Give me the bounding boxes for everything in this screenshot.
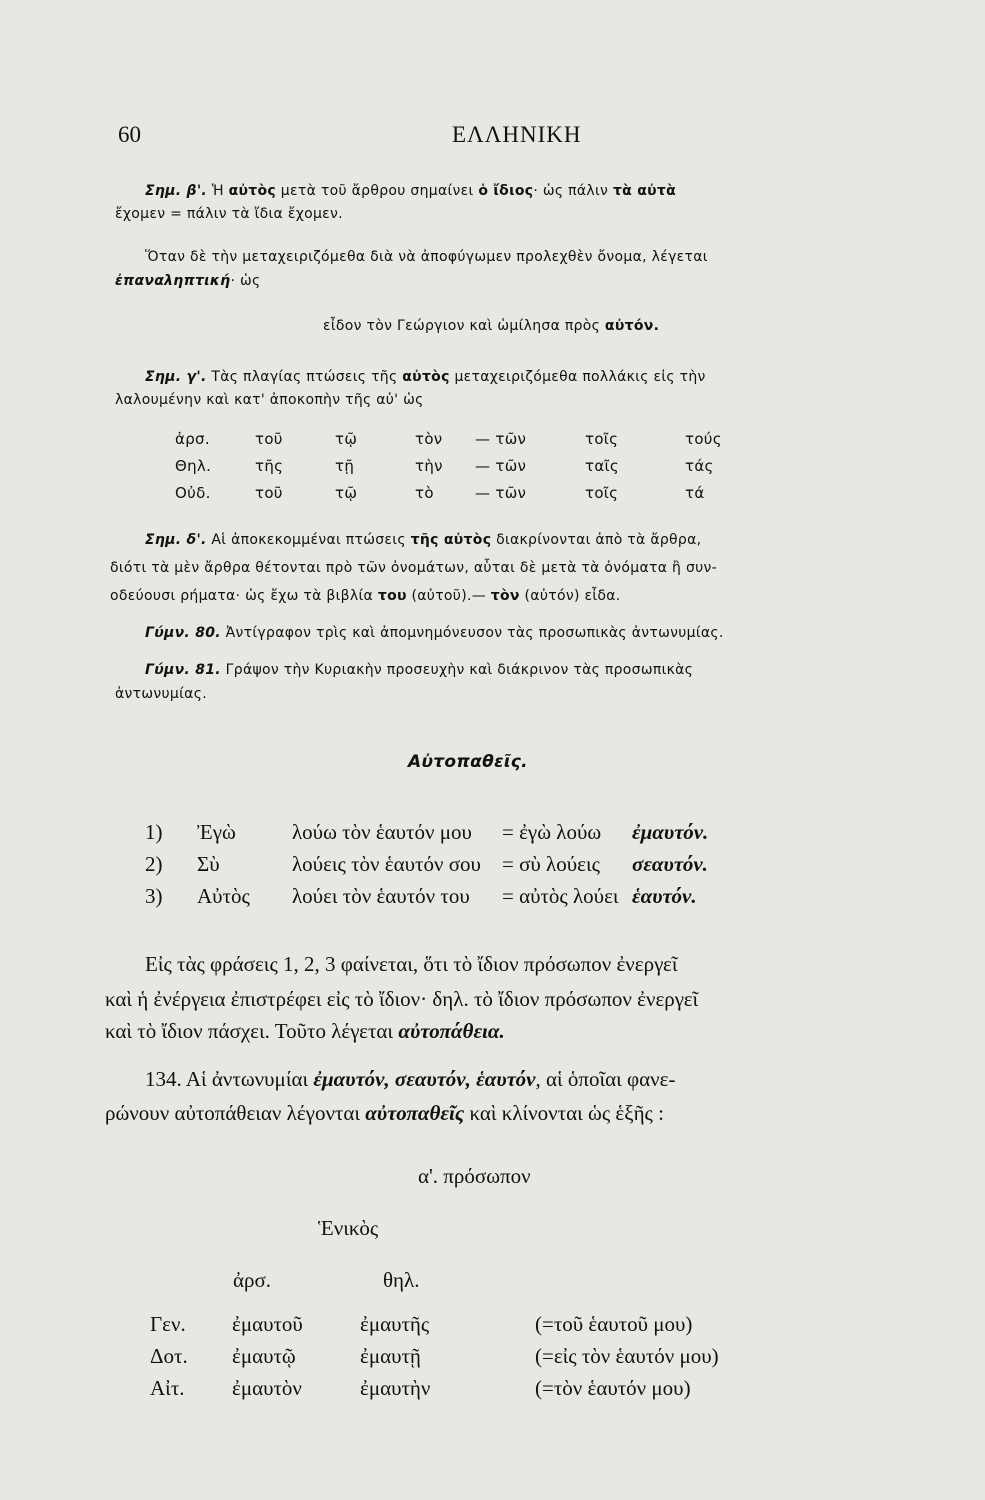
person-heading: α'. πρόσωπον xyxy=(418,1164,531,1188)
example-row xyxy=(145,884,782,916)
text-bold: ἐμαυτόν, σεαυτόν, ἑαυτόν xyxy=(313,1067,536,1091)
example-pron: σεαυτόν. xyxy=(632,852,708,876)
table-row xyxy=(175,484,765,511)
note-d xyxy=(145,532,701,548)
example-num: 1) xyxy=(145,820,163,844)
exercise-81-line2: ἀντωνυμίας. xyxy=(115,686,207,702)
note-c-line2: λαλουμένην καὶ κατ' ἀποκοπὴν τῆς αὐ' ὡς xyxy=(115,392,424,408)
example-subj: Σὺ xyxy=(197,852,220,876)
table-cell: — τῶν xyxy=(475,430,527,448)
note-b xyxy=(115,183,895,199)
text-bold: αὐτόν. xyxy=(604,318,660,334)
text: · ὡς xyxy=(230,273,261,289)
note-c xyxy=(145,369,706,385)
paragraph-134-line2 xyxy=(105,1101,664,1126)
table-cell: τῇ xyxy=(335,457,355,475)
text: μετὰ τοῦ ἄρθρου σημαίνει xyxy=(280,183,474,199)
note-label: Σημ. δ'. xyxy=(145,532,207,548)
text-bold: τὸν xyxy=(490,588,520,604)
declension-masc: ἐμαυτοῦ xyxy=(232,1312,303,1336)
text: (αὐτόν) εἶδα. xyxy=(524,588,621,604)
declension-fem: ἐμαυτῇ xyxy=(360,1344,421,1368)
text: 134. Αἱ ἀντωνυμίαι xyxy=(145,1067,309,1091)
declension-row xyxy=(150,1376,795,1408)
declension-gloss: (=τὸν ἑαυτόν μου) xyxy=(535,1376,691,1400)
text: Τὰς πλαγίας πτώσεις τῆς xyxy=(211,369,398,385)
declension-table xyxy=(150,1312,795,1408)
text-bold: ἐπαναληπτική xyxy=(115,273,231,289)
text: ρώνουν αὐτοπάθειαν λέγονται xyxy=(105,1101,361,1125)
example-eq: = ἐγὼ λούω xyxy=(502,820,602,844)
section-title: Αὐτοπαθεῖς. xyxy=(408,752,528,772)
declension-case: Δοτ. xyxy=(150,1344,188,1368)
text: , αἱ ὁποῖαι φανε- xyxy=(535,1067,676,1091)
text: (αὐτοῦ).— xyxy=(411,588,487,604)
article-table xyxy=(175,430,765,511)
example-pron: ἐμαυτόν. xyxy=(632,820,709,844)
table-cell: — τῶν xyxy=(475,457,527,475)
table-cell: τοῦ xyxy=(255,430,283,448)
column-masc: ἀρσ. xyxy=(233,1268,272,1292)
example-verb: λούεις τὸν ἑαυτόν σου xyxy=(292,852,481,876)
table-cell: τὸν xyxy=(415,430,443,448)
repeat-paragraph-line2 xyxy=(115,273,261,289)
table-cell: τῷ xyxy=(335,484,358,502)
text: μεταχειριζόμεθα πολλάκις εἰς τὴν xyxy=(454,369,706,385)
repeat-paragraph: Ὅταν δὲ τὴν μεταχειριζόμεθα διὰ νὰ ἀποφύγωμεν προλεχθὲν ὄνομα, λέγεται xyxy=(145,249,708,265)
table-cell: τούς xyxy=(685,430,722,448)
declension-case: Αἰτ. xyxy=(150,1376,185,1400)
text-bold: αὐτοπαθεῖς xyxy=(365,1101,465,1125)
table-cell: — τῶν xyxy=(475,484,527,502)
example-row xyxy=(145,852,782,884)
text: εἶδον τὸν Γεώργιον καὶ ὡμίλησα πρὸς xyxy=(323,318,601,334)
exercise-label: Γύμν. 81. xyxy=(145,662,221,678)
declension-masc: ἐμαυτὸν xyxy=(232,1376,302,1400)
example-num: 3) xyxy=(145,884,163,908)
text-bold: αὐτὸς xyxy=(228,183,277,199)
text: καὶ τὸ ἴδιον πάσχει. Τοῦτο λέγεται xyxy=(105,1019,394,1043)
text: διακρίνονται ἀπὸ τὰ ἄρθρα, xyxy=(496,532,702,548)
table-cell: τοῦ xyxy=(255,484,283,502)
declension-fem: ἐμαυτῆς xyxy=(360,1312,430,1336)
example-sentence xyxy=(323,318,659,334)
text-bold: τῆς αὐτὸς xyxy=(410,532,492,548)
text-bold: ὁ ἴδιος xyxy=(478,183,534,199)
explanation-line1: Εἰς τὰς φράσεις 1, 2, 3 φαίνεται, ὅτι τὸ ἴδιον πρόσωπον ἐνεργεῖ xyxy=(145,952,678,976)
explanation-line3 xyxy=(105,1019,505,1044)
table-row xyxy=(175,430,765,457)
example-verb: λούει τὸν ἑαυτόν του xyxy=(292,884,470,908)
example-pron: ἑαυτόν. xyxy=(632,884,697,908)
table-cell: τὸ xyxy=(415,484,434,502)
text: Ἡ xyxy=(211,183,224,199)
table-row xyxy=(175,457,765,484)
table-cell: τῷ xyxy=(335,430,358,448)
note-label: Σημ. γ'. xyxy=(145,369,207,385)
text: καὶ κλίνονται ὡς ἑξῆς : xyxy=(469,1101,664,1125)
column-fem: θηλ. xyxy=(383,1268,420,1292)
note-d-line2: διότι τὰ μὲν ἄρθρα θέτονται πρὸ τῶν ὀνομάτων, αὗται δὲ μετὰ τὰ ὀνόματα ἢ συν- xyxy=(110,560,717,576)
exercise-label: Γύμν. 80. xyxy=(145,625,221,641)
declension-row xyxy=(150,1344,795,1376)
table-cell: τοῖς xyxy=(585,484,619,502)
declension-masc: ἐμαυτῷ xyxy=(232,1344,296,1368)
text-bold: του xyxy=(377,588,407,604)
page-number: 60 xyxy=(118,122,141,147)
paragraph-134 xyxy=(145,1067,675,1092)
declension-row xyxy=(150,1312,795,1344)
explanation-line2: καὶ ἡ ἐνέργεια ἐπιστρέφει εἰς τὸ ἴδιον· δηλ. τὸ ἴδιον πρόσωπον ἐνεργεῖ xyxy=(105,987,699,1011)
note-d-line3 xyxy=(110,588,621,604)
text: Γράψον τὴν Κυριακὴν προσευχὴν καὶ διάκρινον τὰς προσωπικὰς xyxy=(225,662,694,678)
table-cell: Οὐδ. xyxy=(175,484,211,502)
example-row xyxy=(145,820,782,852)
declension-fem: ἐμαυτὴν xyxy=(360,1376,431,1400)
text-bold: τὰ αὐτὰ xyxy=(612,183,677,199)
declension-gloss: (=εἰς τὸν ἑαυτόν μου) xyxy=(535,1344,719,1368)
example-verb: λούω τὸν ἑαυτόν μου xyxy=(292,820,472,844)
text-bold: αὐτὸς xyxy=(402,369,450,385)
example-num: 2) xyxy=(145,852,163,876)
note-label: Σημ. β'. xyxy=(145,183,208,199)
table-cell: τοῖς xyxy=(585,430,619,448)
table-cell: ταῖς xyxy=(585,457,619,475)
examples xyxy=(145,820,782,916)
running-title: ΕΛΛΗΝΙΚΗ xyxy=(452,122,582,147)
example-subj: Αὐτὸς xyxy=(197,884,250,908)
text: Ἀντίγραφον τρὶς καὶ ἀπομνημόνευσον τὰς προσωπικὰς ἀντωνυμίας. xyxy=(225,625,724,641)
table-cell: ἀρσ. xyxy=(175,430,210,448)
text: οδεύουσι ρήματα· ὡς ἔχω τὰ βιβλία xyxy=(110,588,374,604)
example-eq: = σὺ λούεις xyxy=(502,852,600,876)
text: · ὡς πάλιν xyxy=(533,183,609,199)
table-cell: τά xyxy=(685,484,705,502)
table-cell: τὴν xyxy=(415,457,443,475)
table-cell: Θηλ. xyxy=(175,457,212,475)
text: Αἱ ἀποκεκομμέναι πτώσεις xyxy=(211,532,406,548)
note-b-line2: ἔχομεν = πάλιν τὰ ἴδια ἔχομεν. xyxy=(115,206,343,222)
exercise-80 xyxy=(145,625,724,641)
number-heading: Ἑνικὸς xyxy=(318,1216,379,1240)
text-bold: αὐτοπάθεια. xyxy=(398,1019,505,1043)
example-eq: = αὐτὸς λούει xyxy=(502,884,619,908)
table-cell: τῆς xyxy=(255,457,284,475)
example-subj: Ἐγὼ xyxy=(197,820,236,844)
table-cell: τάς xyxy=(685,457,714,475)
exercise-81 xyxy=(145,662,693,678)
declension-case: Γεν. xyxy=(150,1312,186,1336)
declension-gloss: (=τοῦ ἑαυτοῦ μου) xyxy=(535,1312,693,1336)
